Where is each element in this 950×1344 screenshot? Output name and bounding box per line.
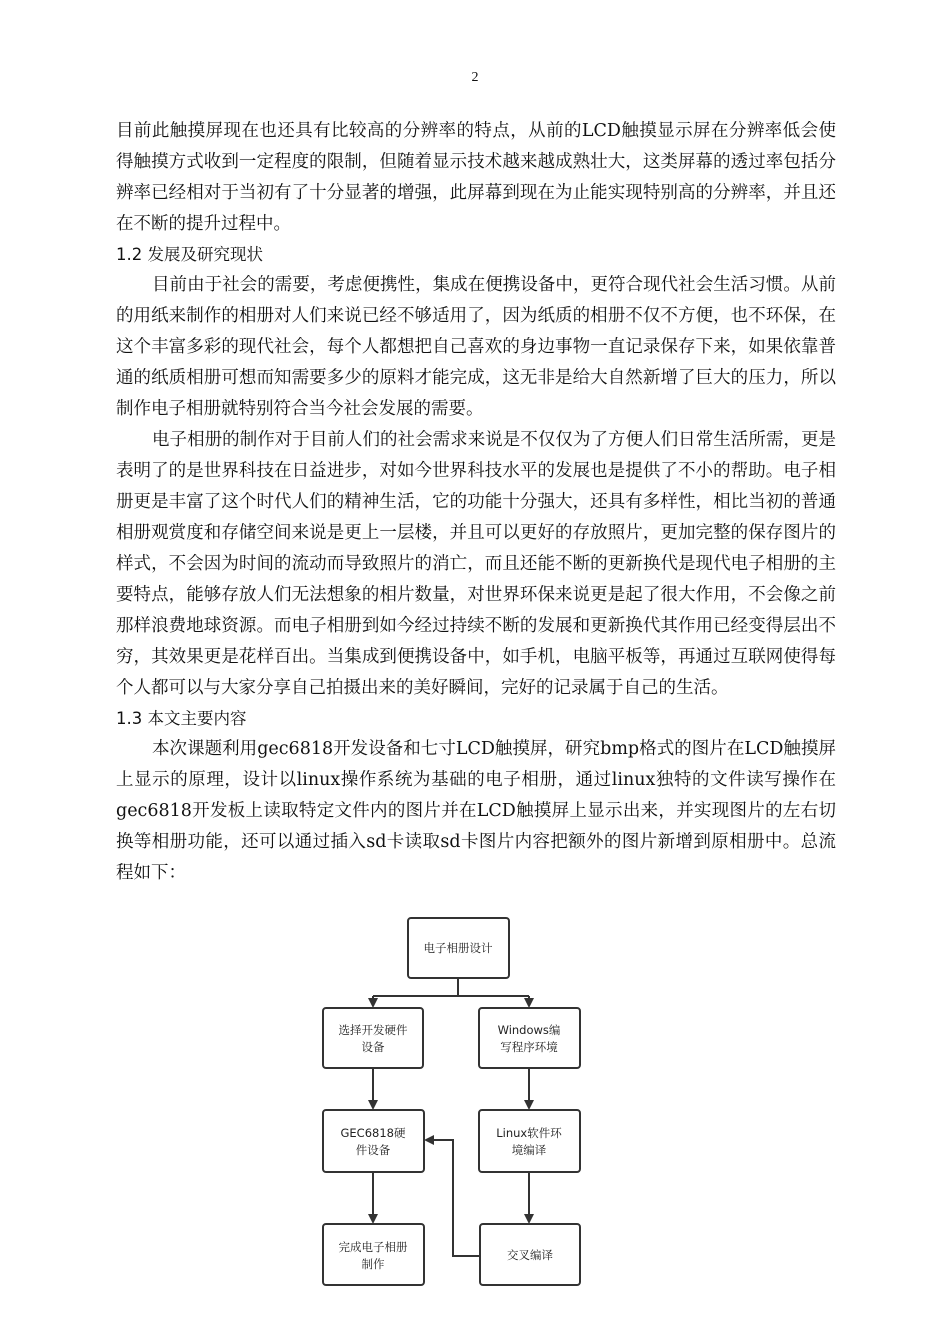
node-finish-album-line1: 完成电子相册 [338, 1240, 408, 1254]
node-gec6818 [323, 1110, 424, 1172]
paragraph-main-content: 本次课题利用gec6818开发设备和七寸LCD触摸屏，研究bmp格式的图片在LCD触摸屏上显示的原理，设计以linux操作系统为基础的电子相册，通过linux独特的文件读写操作在gec6818开发板上读取特定文件内的图片并在LCD触摸屏上显示出来，并实现图片的左右切换等相册功能，还可以通过插入sd卡读取sd卡图片内容把额外的图片新增到原相册中。总流程如下： [116, 739, 836, 883]
node-hardware-select-line1: 选择开发硬件 [338, 1023, 408, 1037]
node-hardware-select [323, 1008, 423, 1068]
node-cross-compile-label: 交叉编译 [507, 1248, 553, 1262]
node-windows-env-line1: Windows编 [497, 1023, 561, 1037]
section-heading-1-3: 1.3 本文主要内容 [116, 709, 247, 728]
paragraph-touchscreen-resolution: 目前此触摸屏现在也还具有比较高的分辨率的特点，从前的LCD触摸显示屏在分辨率低会使得触摸方式收到一定程度的限制，但随着显示技术越来越成熟壮大，这类屏幕的透过率包括分辨率已经相对于当初有了十分显著的增强，此屏幕到现在为止能实现特别高的分辨率，并且还在不断的提升过程中。 [116, 121, 836, 234]
node-root [408, 918, 509, 978]
paragraph-development-status: 目前由于社会的需要，考虑便携性，集成在便携设备中，更符合现代社会生活习惯。从前的用纸来制作的相册对人们来说已经不够适用了，因为纸质的相册不仅不方便，也不环保，在这个丰富多彩的现代社会，每个人都想把自己喜欢的身边事物一直记录保存下来，如果依靠普通的纸质相册可想而知需要多少的原料才能完成，这无非是给大自然新增了巨大的压力，所以制作电子相册就特别符合当今社会发展的需要。 [116, 275, 836, 419]
node-cross-compile [480, 1224, 580, 1285]
node-hardware-select-line2: 设备 [361, 1040, 385, 1054]
node-linux-env [479, 1110, 580, 1172]
node-root-label: 电子相册设计 [423, 941, 493, 955]
node-finish-album [323, 1224, 424, 1285]
arrow-cross-compile-to-gec6818 [426, 1140, 480, 1256]
page-number: 2 [471, 70, 479, 85]
node-linux-env-line1: Linux软件环 [496, 1126, 562, 1140]
node-windows-env-line2: 写程序环境 [500, 1040, 558, 1054]
node-linux-env-line2: 境编译 [511, 1143, 547, 1157]
node-gec6818-line1: GEC6818硬 [340, 1126, 406, 1140]
node-gec6818-line2: 件设备 [355, 1143, 391, 1157]
section-heading-1-2: 1.2 发展及研究现状 [116, 245, 263, 264]
paragraph-electronic-album: 电子相册的制作对于目前人们的社会需求来说是不仅仅为了方便人们日常生活所需，更是表明了的是世界科技在日益进步，对如今世界科技水平的发展也是提供了不小的帮助。电子相册更是丰富了这个时代人们的精神生活，它的功能十分强大，还具有多样性，相比当初的普通相册观赏度和存储空间来说是更上一层楼，并且可以更好的存放照片，更加完整的保存图片的样式，不会因为时间的流动而导致照片的消亡，而且还能不断的更新换代是现代电子相册的主要特点，能够存放人们无法想象的相片数量，对世界环保来说更是起了很大作用，不会像之前那样浪费地球资源。而电子相册到如今经过持续不断的发展和更新换代其作用已经变得层出不穷，其效果更是花样百出。当集成到便携设备中，如手机，电脑平板等，再通过互联网使得每个人都可以与大家分享自己拍摄出来的美好瞬间，完好的记录属于自己的生活。 [116, 430, 836, 698]
node-finish-album-line2: 制作 [361, 1257, 385, 1271]
node-windows-env [479, 1008, 580, 1068]
